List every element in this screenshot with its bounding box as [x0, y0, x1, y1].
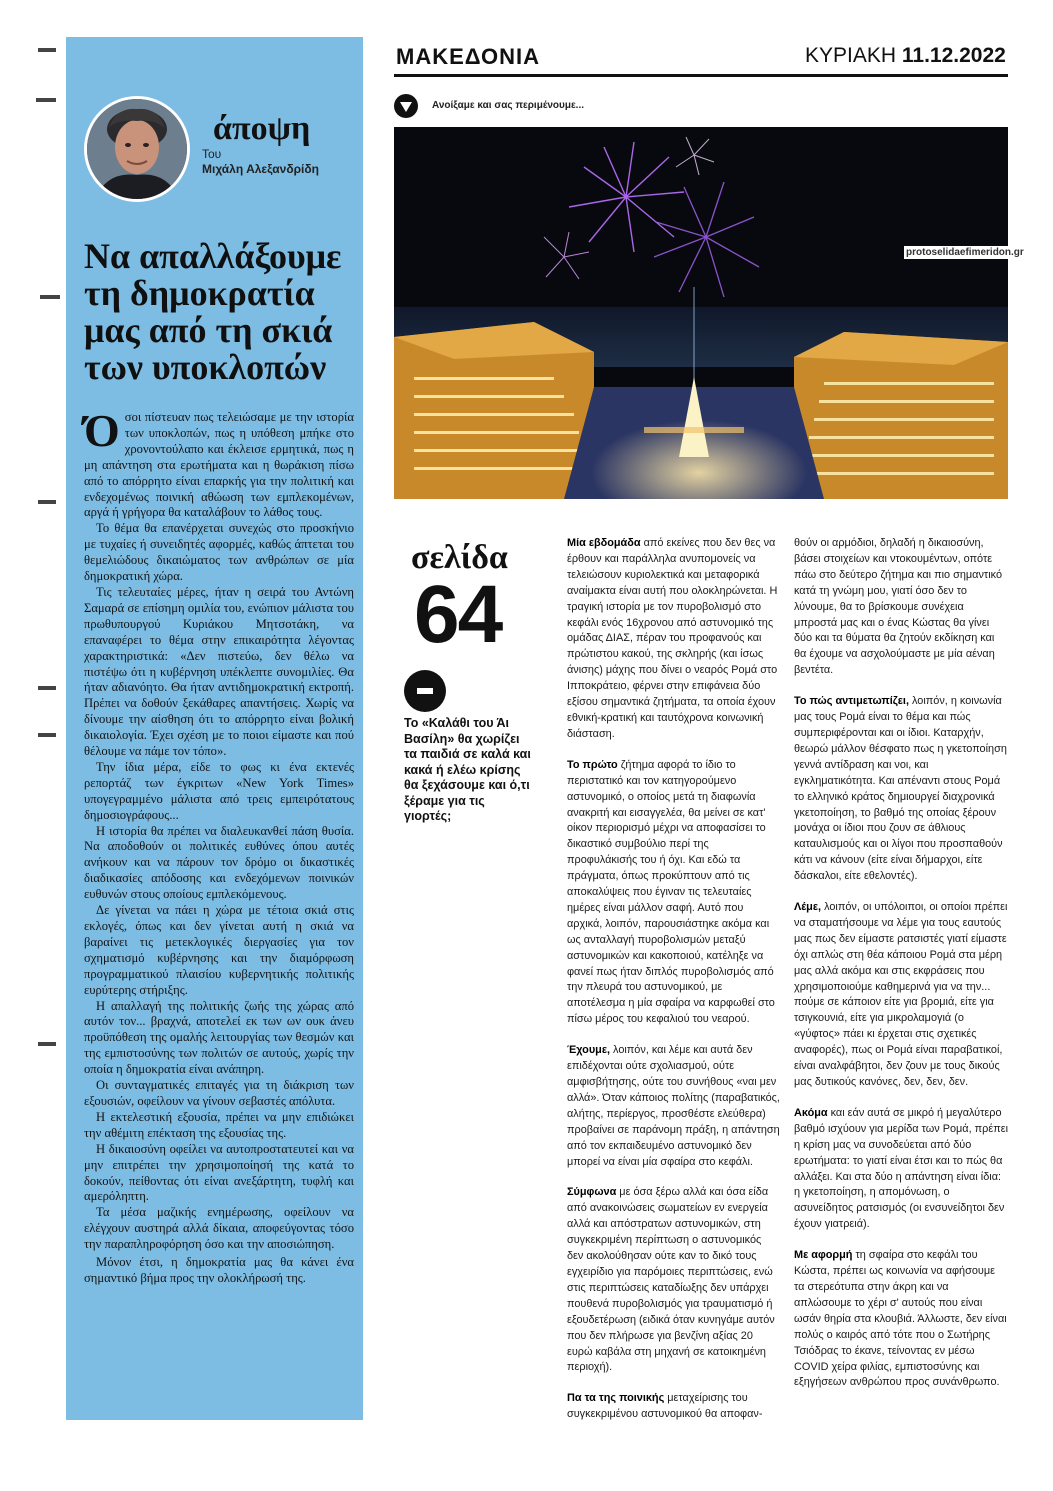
article-paragraph: Το πρώτο ζήτημα αφορά το ίδιο το περιστατικό και τον κατηγορούμενο αστυνομικό, ο οποίος μετά τη διαφωνία ανακριτή και εισαγγελέα, θα μείνει σε κατ' οίκον περιορισμό μέχρι να αποφασίσει το δικαστικό συμβούλιο περί της προφυλάκισής του ή όχι. Και εδώ τα πράγματα, όπως προκύπτουν από τις αποκαλύψεις που έγιναν τις τελευταίες ημέρες είναι μάλλον σαφή. Αυτό που αρχικά, λοιπόν, παρουσιάστηκε ακόμα και ως ανταλλαγή πυροβολισμών μεταξύ αστυνομικών και κακοποιού, κατέληξε να φανεί πως ήταν διπλός πυροβολισμός από την πλευρά του αστυνομικού, με αποτέλεσμα η μία σφαίρα να καρφωθεί στο πίσω μέρος του κεφαλιού του νεαρού.	[567, 758, 775, 1026]
opinion-paragraph: Τις τελευταίες μέρες, ήταν η σειρά του Αντώνη Σαμαρά σε επίσημη ομιλία του, ενώπιον μάλιστα του πρωθυπουργού Κυριάκου Μητσοτάκη, να επαναφέρει το θέμα στην επικαιρότητα λέγοντας χαρακτηριστικά: «Δεν πιστεύω, δεν θέλω να πιστέψω ότι η κυβέρνηση υπέκλεπτε συνομιλίες. Θα ήταν αδιανόητο. Θα ήταν αντιδημοκρατική εκτροπή. Πρέπει να δοθούν ξεκάθαρες απαντήσεις. Χωρίς να δίνουμε την αίσθηση ότι το απόρρητο είναι βολική δικαιολογία. Έχει σχέση με το ποιοι είμαστε και πού θέλουμε να πάμε τον τόπο».	[84, 584, 354, 759]
opinion-paragraph: Η εκτελεστική εξουσία, πρέπει να μην επιδιώκει την αθέμιτη επέκταση της εξουσίας της.	[84, 1109, 354, 1140]
scan-mark	[38, 686, 56, 690]
article-paragraph: Λέμε, λοιπόν, οι υπόλοιποι, οι οποίοι πρέπει να σταματήσουμε να λέμε για τους εαυτούς μας πως δεν είμαστε ρατσιστές γιατί είμαστε όχι απλώς στη θέα κάποιου Ρομά στα μέρη μας αλλά ακόμα και στις εκφράσεις που χρησιμοποιούμε καθημερινά για να την... πούμε σε κάποιον είτε για βρομιά, είτε για τσιγκουνιά, είτε για μικρολαμογιά (ο «γύφτος» πάει κι έρχεται στις σχετικές αναφορές), πως οι Ρομά είναι παραβατικοί, είναι αναλφάβητοι, δεν ζουν με τους δικούς μας δυτικούς κανόνες, δεν, δεν, δεν.	[794, 901, 1008, 1088]
article-paragraph: Μία εβδομάδα από εκείνες που δεν θες να έρθουν και παράλληλα ανυπομονείς να τελειώσουν κυριολεκτικά και μεταφορικά αναίμακτα είναι αυτή που ολοκληρώνεται. Η τραγική ιστορία με τον πυροβολισμό στο κεφάλι ενός 16χρονου από αστυνομικό της ομάδας ΔΙΑΣ, πέραν του προφανούς και πρώτιστου κακού, της σκληρής (και ίσως άνισης) μάχης που δίνει ο νεαρός Ρομά στο Ιπποκράτειο, φέρνει στην επιφάνεια δύο εξίσου σημαντικά ζητήματα, τα οποία έχουν εθνική-κρατική και ταυτόχρονα κοινωνική διάσταση.	[567, 537, 778, 740]
fireworks-photo	[394, 127, 1008, 499]
header-day: ΚΥΡΙΑΚΗ	[805, 44, 897, 67]
opinion-body	[84, 405, 354, 1287]
page-word: σελίδα	[411, 539, 508, 576]
header-rule	[394, 74, 1008, 77]
article-paragraph: Πα τα της ποινικής μεταχείρισης του συγκεκριμένου αστυνομικού θα αποφαν-	[567, 1392, 763, 1421]
article-paragraph: Με αφορμή τη σφαίρα στο κεφάλι του Κώστα, πρέπει ως κοινωνία να αφήσουμε τα στερεότυπα στην άκρη και να απλώσουμε το χέρι σ' αυτούς που είναι ωσάν θηρία στα κλουβιά. Άλλωστε, δεν είναι πολύς ο καιρός από τότε που ο Σωτήρης Τσιόδρας το έκανε, τείνοντας εν μέσω COVID χείρα φιλίας, εμπιστοσύνης και εξηγήσεων ανθρώπου προς συνάνθρωπο.	[794, 1249, 1007, 1389]
opinion-paragraph: Την ίδια μέρα, είδε το φως κι ένα εκτενές ρεπορτάζ των έγκριτων «New York Times» υπογεγραμμένο μάλιστα από τρεις εμπειρότατους δημοσιογράφους...	[84, 759, 354, 822]
minus-icon	[404, 670, 446, 712]
author-prefix: Του	[202, 147, 222, 161]
opinion-paragraph: Μόνον έτσι, η δημοκρατία μας θα κάνει ένα σημαντικό βήμα προς την ολοκλήρωσή της.	[84, 1255, 354, 1285]
photo-caption: Ανοίξαμε και σας περιμένουμε...	[432, 100, 585, 111]
author-avatar	[84, 96, 190, 202]
article-paragraph: Σύμφωνα με όσα ξέρω αλλά και όσα είδα από ανακοινώσεις σωματείων εν ενεργεία αλλά και απόστρατων αστυνομικών, στη συγκεκριμένη περίπτωση ο αστυνομικός δεν ακολούθησαν ούτε καν το δικό τους εγχειρίδιο για παρόμοιες περιπτώσεις, ενώ στις περιπτώσεις καταδίωξης δεν υπάρχει πουθενά πυροβολισμός για τραυματισμό ή εξουδετέρωση (ειδικά όταν κυνηγάμε αυτόν που δεν πλήρωσε για βενζίνη αξίας 20 ευρώ καβάλα στη μηχανή σε κατοικημένη περιοχή).	[567, 1186, 775, 1374]
opinion-paragraph: Η απαλλαγή της πολιτικής ζωής της χώρας από αυτόν τον... βραχνά, αποτελεί εκ των ων ουκ άνευ προϋπόθεση της ομαλής λειτουργίας των θεσμών και της εμπιστοσύνης των πολιτών σε αυτούς, χωρίς την οποία η δημοκρατία είναι ανάπηρη.	[84, 998, 354, 1077]
opinion-headline: Να απαλλάξουμε τη δημοκρατία μας από τη σκιά των υποκλοπών	[84, 236, 342, 387]
article-paragraph: Έχουμε, λοιπόν, και λέμε και αυτά δεν επιδέχονται ούτε σχολιασμού, ούτε αμφισβήτησης, ούτε του συνήθους «ναι μεν αλλά». Όταν κάποιος πολίτης (παραβατικός, αλήτης, περίεργος, προσθέστε ελεύθερα) προβαίνει σε παράνομη πράξη, η απάντηση από τον εκπαιδευμένο αστυνομικό δεν μπορεί να είναι μία σφαίρα στο κεφάλι.	[567, 1044, 780, 1168]
triangle-down-icon	[394, 94, 418, 118]
scan-mark	[38, 1042, 56, 1046]
dropcap: Ό	[84, 405, 120, 456]
opinion-paragraph: Η ιστορία θα πρέπει να διαλευκανθεί πάση θυσία. Να αποδοθούν οι πολιτικές ευθύνες όπου αυτές ανήκουν και να πάρουν τον δρόμο οι δικαστικές διαδικασίες απόδοσης και ενδεχόμενων ποινικών ευθυνών στους οποίους εμπλεκόμενους.	[84, 823, 354, 902]
opinion-paragraph: Οι συνταγματικές επιταγές για τη διάκριση των εξουσιών, οφείλουν να γίνουν σεβαστές απόλυτα.	[84, 1078, 354, 1108]
scan-mark	[36, 98, 56, 102]
opinion-label: άποψη	[213, 110, 311, 147]
opinion-paragraph: Η δικαιοσύνη οφείλει να αυτοπροστατευτεί και να μην επιτρέπει την χρησιμοποίησή της κατά το δοκούν, πείθοντας ότι είναι ανεξάρτητη, τυφλή και αμερόληπτη.	[84, 1141, 354, 1204]
pull-quote: Το «Καλάθι του Άι Βασίλη» θα χωρίζει τα παιδιά σε καλά και κακά ή ελέω κρίσης θα ξεχάσουμε και ό,τι ξέραμε για τις γιορτές;	[404, 716, 531, 823]
paper-name: ΜΑΚΕΔΟΝΙΑ	[396, 44, 540, 69]
scan-mark	[38, 500, 56, 504]
article-column-2	[794, 536, 1008, 1406]
opinion-paragraph: Το θέμα θα επανέρχεται συνεχώς στο προσκήνιο με τυχαίες ή συνειδητές αφορμές, καθώς άπτεται του θεμελιώδους δικαιώματος των ανθρώπων σε μία δημοκρατική χώρα.	[84, 521, 354, 584]
article-paragraph: Το πώς αντιμετωπίζει, λοιπόν, η κοινωνία μας τους Ρομά είναι το θέμα και πώς συμπεριφέρονται και οι ίδιοι. Καταρχήν, θεωρώ μάλλον θέσφατο πως η γκετοποίηση γεννά αντίδραση και νοι, και εγκληματικότητα. Και απέναντι στους Ρομά το ελληνικό κράτος δημιουργεί διαχρονικά γκετοποίηση, το βαθμό της οποίας ξέρουν μονάχα οι ίδιοι που ζουν σε άθλιους καταυλισμούς και οι λίγοι που προσπαθούν κάτι να κάνουν (είτε είναι δήμαρχοι, είτε δάσκαλοι, είτε εθελοντές).	[794, 695, 1007, 883]
article-paragraph: Ακόμα και εάν αυτά σε μικρό ή μεγαλύτερο βαθμό ισχύουν για μερίδα των Ρομά, πρέπει η κρίση μας να συνοδεύεται από δύο ερωτήματα: το γιατί είναι έτσι και το πώς θα αλλάξει. Και στα δύο η απάντηση είναι ίδια: η γκετοποίηση, η απομόνωση, ο ασυνείδητος ρατσισμός (οι ενσυνείδητοι δεν έχουν γιατρειά).	[794, 1106, 1009, 1231]
header-date	[805, 44, 1006, 68]
author-name: Μιχάλη Αλεξανδρίδη	[202, 162, 319, 176]
page-number: 64	[414, 569, 502, 660]
header-date-value: 11.12.2022	[901, 44, 1006, 67]
scan-mark	[38, 733, 56, 737]
scan-mark	[38, 48, 56, 52]
watermark: protoselidaefimeridon.gr	[906, 247, 1024, 258]
opinion-paragraph: Τα μέσα μαζικής ενημέρωσης, οφείλουν να ελέγχουν αυστηρά αλλά δίκαια, αποφεύγοντας τόσο την παραπληροφόρηση όσο και την αποσιώπηση.	[84, 1205, 354, 1252]
article-column-1	[567, 536, 780, 1438]
opinion-paragraph: Δε γίνεται να πάει η χώρα με τέτοια σκιά στις εκλογές, όπως και δεν γίνεται αυτή η σκιά να βαραίνει τις μετεκλογικές διεργασίες για τον σχηματισμό κυβέρνησης και την διαμόρφωση προγραμματικού πλαισίου κυβερνητικής πολιτικής ευρύτερης στήριξης.	[84, 903, 354, 997]
article-paragraph: θούν οι αρμόδιοι, δηλαδή η δικαιοσύνη, βάσει στοιχείων και ντοκουμέντων, οπότε πάω στο δεύτερο ζήτημα και πιο σημαντικό κατά τη γνώμη μου, γιατί όσο δεν το λύνουμε, θα το βρίσκουμε συνέχεια μπροστά μας και ο ένας Κώστας θα γίνει δύο και τα θύματα θα ζητούν εκδίκηση και θα έχουμε να ασχολούμαστε με μία αέναη βεντέτα.	[794, 537, 1003, 677]
opinion-paragraph: Όσοι πίστευαν πως τελειώσαμε με την ιστορία των υποκλοπών, πως η υπόθεση μπήκε στο χρονοντούλαπο και έκλεισε ερμητικά, πως η μη απάντηση στα ερωτήματα και η θωράκιση πίσω από το απόρρητο είναι επαρκής για την πολιτική και ενδεχομένως ποινική αθώωση των εμπλεκομένων, αργά ή γρήγορα θα καταλάβουν το λάθος τους.	[84, 405, 354, 520]
scan-mark	[40, 295, 60, 299]
